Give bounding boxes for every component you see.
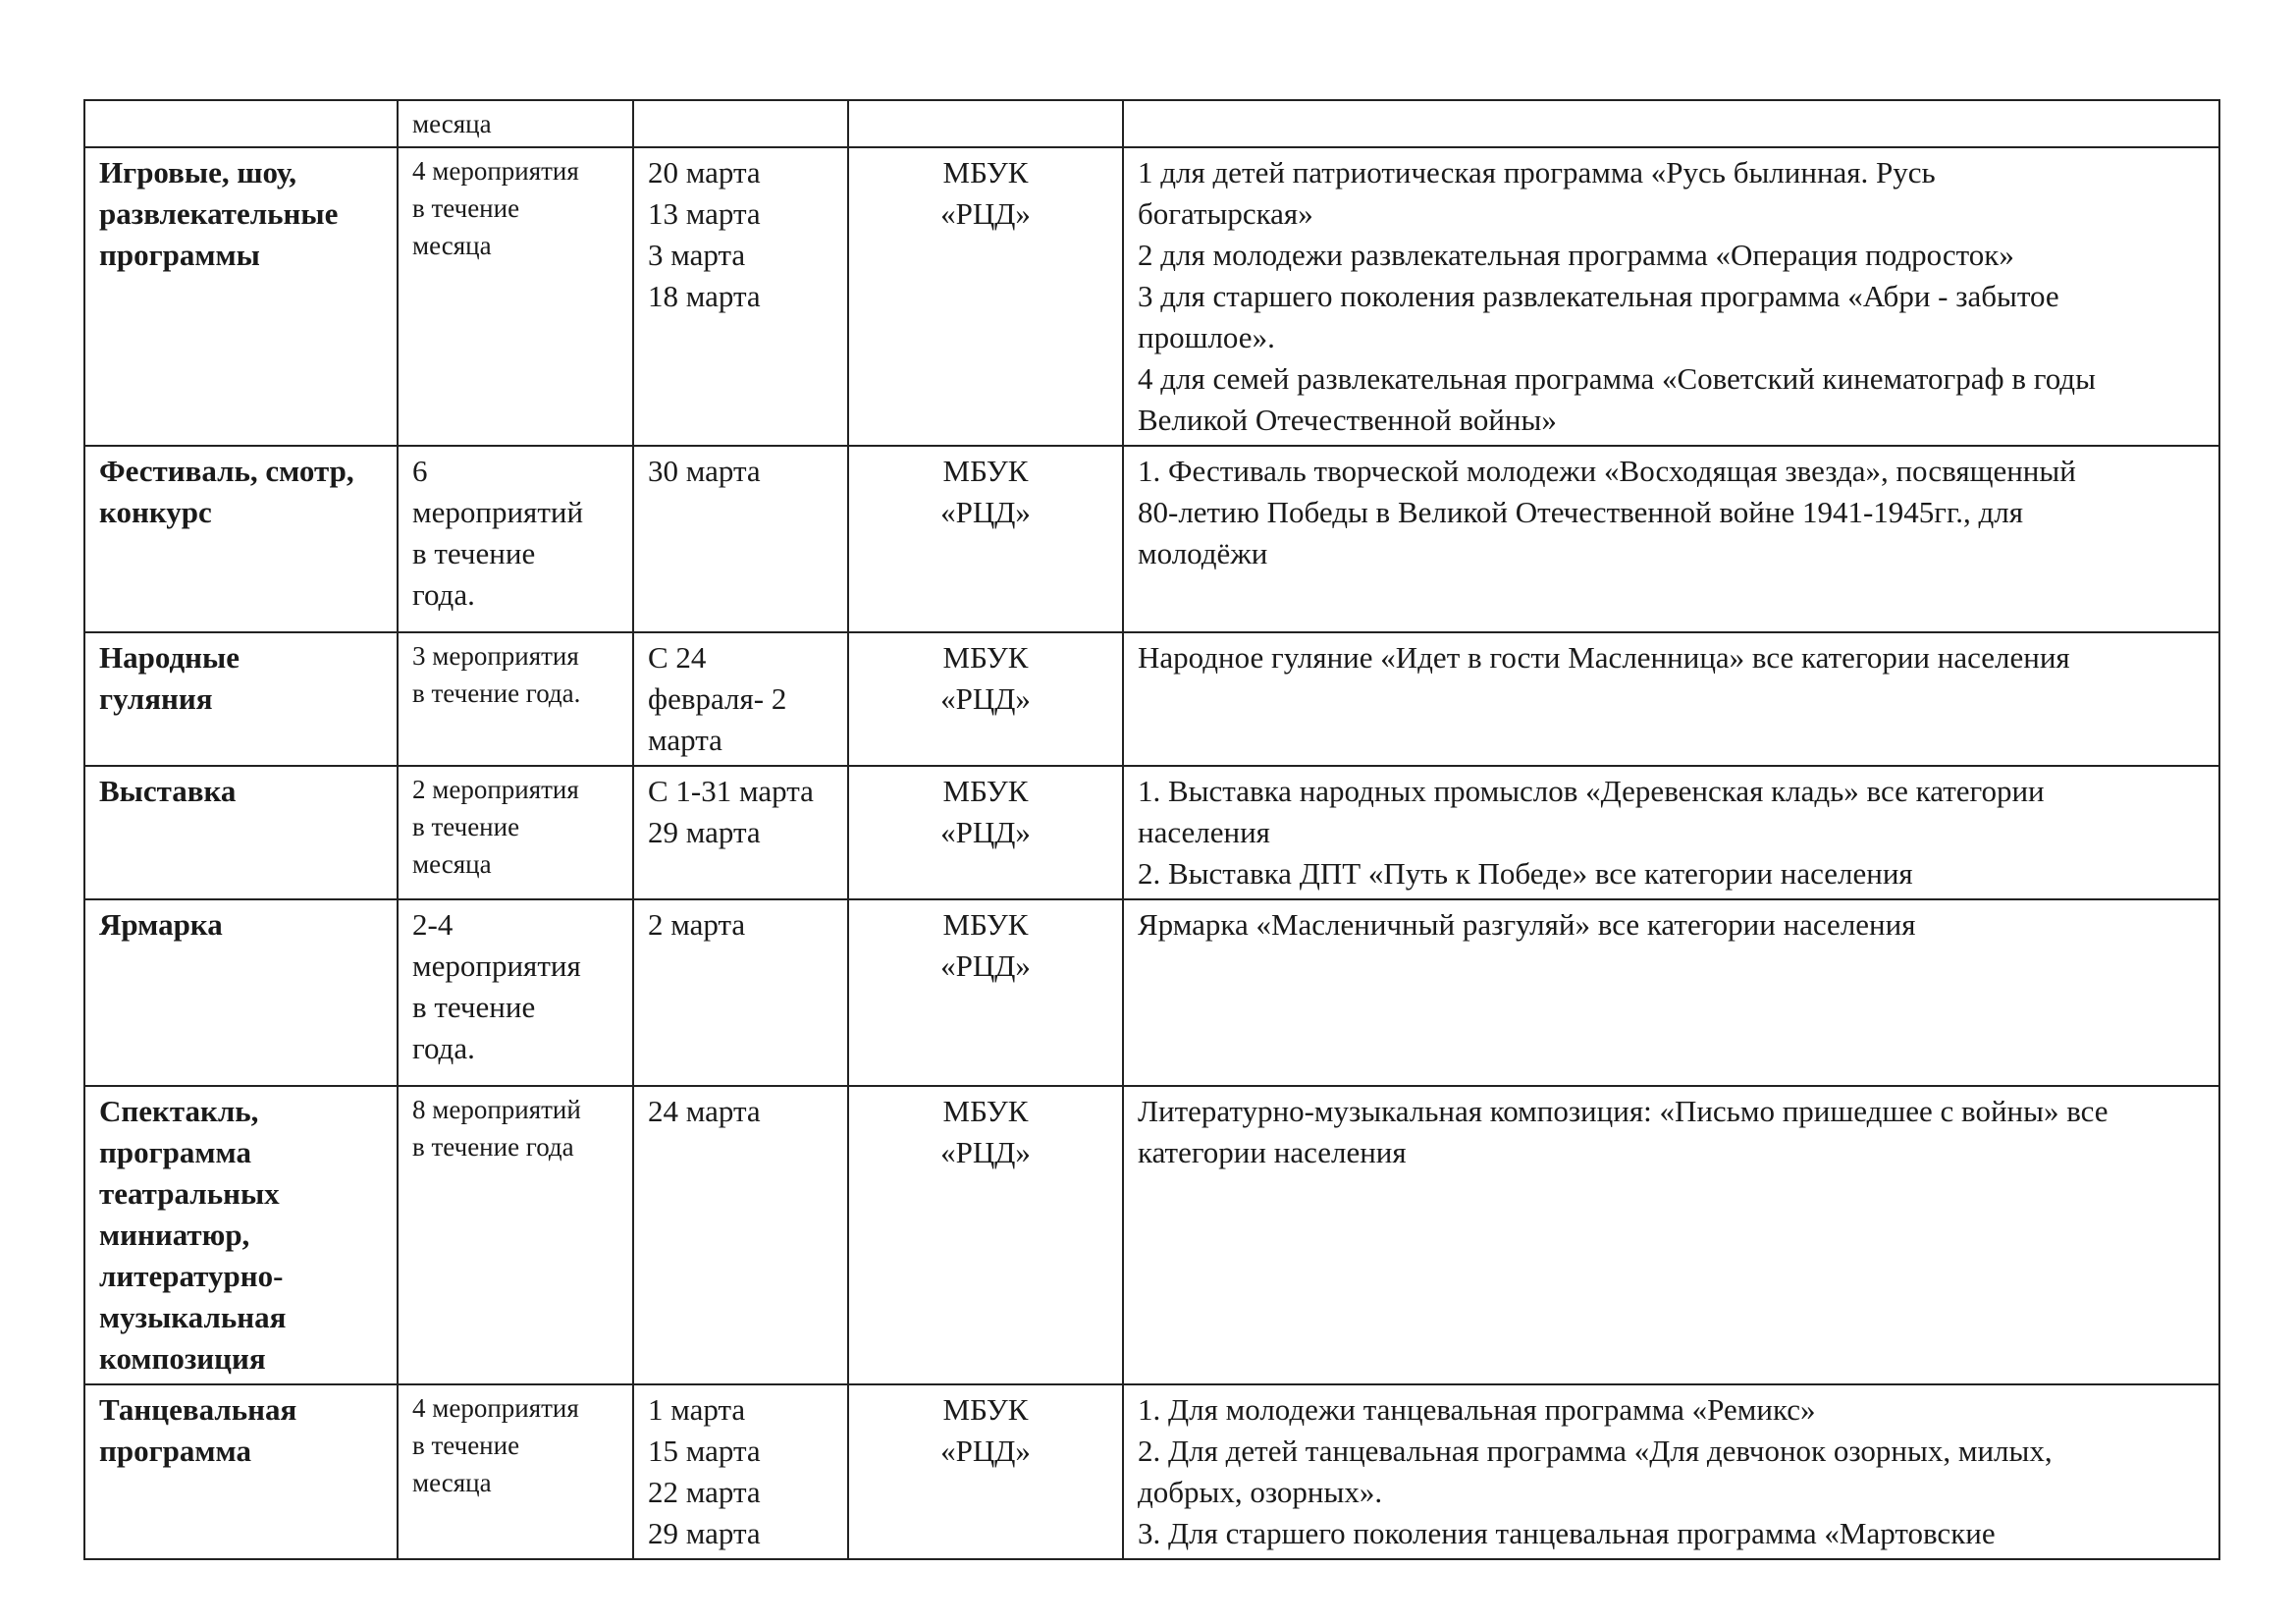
organizer-cell — [848, 147, 1123, 446]
category-line: развлекательные — [99, 196, 339, 231]
description-line: 1. Фестиваль творческой молодежи «Восходящая звезда», посвященный — [1138, 454, 2076, 488]
description-cell — [1123, 100, 2219, 147]
organizer-line: «РЦД» — [940, 1434, 1031, 1468]
dates-line: С 1-31 марта — [648, 774, 814, 808]
count-line: месяца — [412, 849, 492, 879]
category-cell — [84, 446, 398, 632]
count-line: 3 мероприятия — [412, 641, 579, 671]
description-line: 80-летию Победы в Великой Отечественной войне 1941-1945гг., для — [1138, 495, 2023, 529]
category-line: Выставка — [99, 774, 237, 808]
dates-line: 15 марта — [648, 1434, 761, 1468]
organizer-line: «РЦД» — [940, 495, 1031, 529]
dates-cell — [633, 147, 848, 446]
dates-line: 2 марта — [648, 907, 746, 942]
organizer-line: МБУК — [942, 774, 1029, 808]
table-row — [84, 446, 2219, 632]
description-cell — [1123, 632, 2219, 766]
description-cell — [1123, 1086, 2219, 1384]
description-line: 4 для семей развлекательная программа «Советский кинематограф в годы — [1138, 361, 2096, 396]
organizer-line: МБУК — [942, 1392, 1029, 1427]
table-row — [84, 1086, 2219, 1384]
category-line: гуляния — [99, 681, 213, 716]
count-line: 2-4 — [412, 907, 454, 942]
organizer-line: «РЦД» — [940, 948, 1031, 983]
dates-cell — [633, 632, 848, 766]
description-line: молодёжи — [1138, 536, 1268, 570]
description-line: населения — [1138, 815, 1270, 849]
category-cell — [84, 1384, 398, 1559]
category-line: программы — [99, 238, 260, 272]
count-line: в течение — [412, 1431, 520, 1460]
description-line: богатырская» — [1138, 196, 1313, 231]
category-line: Танцевальная — [99, 1392, 297, 1427]
events-table-body — [84, 100, 2219, 1559]
count-line: 2 мероприятия — [412, 775, 579, 804]
organizer-line: МБУК — [942, 1094, 1029, 1128]
dates-cell — [633, 899, 848, 1086]
count-line: в течение — [412, 812, 520, 841]
category-line: Спектакль, — [99, 1094, 259, 1128]
organizer-cell — [848, 899, 1123, 1086]
category-line: литературно- — [99, 1259, 284, 1293]
dates-cell — [633, 1086, 848, 1384]
count-line: года. — [412, 577, 475, 612]
organizer-cell — [848, 1086, 1123, 1384]
category-line: Народные — [99, 640, 240, 675]
description-line: 1. Для молодежи танцевальная программа «Ремикс» — [1138, 1392, 1816, 1427]
description-line: Литературно-музыкальная композиция: «Письмо пришедшее с войны» все — [1138, 1094, 2109, 1128]
description-line: Великой Отечественной войны» — [1138, 403, 1557, 437]
organizer-cell — [848, 446, 1123, 632]
category-cell — [84, 1086, 398, 1384]
count-line: 8 мероприятий — [412, 1095, 581, 1124]
count-cell — [398, 147, 633, 446]
category-line: театральных — [99, 1176, 280, 1211]
description-line: 1. Выставка народных промыслов «Деревенская кладь» все категории — [1138, 774, 2045, 808]
count-line: в течение — [412, 990, 536, 1024]
category-cell — [84, 899, 398, 1086]
count-cell — [398, 766, 633, 899]
table-row — [84, 100, 2219, 147]
description-line: 1 для детей патриотическая программа «Русь былинная. Русь — [1138, 155, 1936, 189]
table-row — [84, 1384, 2219, 1559]
organizer-cell — [848, 632, 1123, 766]
count-line: в течение — [412, 536, 536, 570]
count-cell — [398, 1086, 633, 1384]
category-line: программа — [99, 1434, 251, 1468]
count-cell — [398, 632, 633, 766]
dates-cell — [633, 766, 848, 899]
description-line: прошлое». — [1138, 320, 1275, 354]
category-cell — [84, 147, 398, 446]
count-cell — [398, 446, 633, 632]
category-line: музыкальная — [99, 1300, 287, 1334]
organizer-cell — [848, 100, 1123, 147]
dates-line: С 24 — [648, 640, 707, 675]
organizer-line: МБУК — [942, 907, 1029, 942]
dates-line: 29 марта — [648, 815, 761, 849]
count-line: в течение года. — [412, 678, 581, 708]
count-line: в течение года — [412, 1132, 574, 1162]
category-line: миниатюр, — [99, 1218, 250, 1252]
count-line: мероприятия — [412, 948, 581, 983]
description-line: 2. Выставка ДПТ «Путь к Победе» все категории населения — [1138, 856, 1913, 891]
organizer-line: «РЦД» — [940, 815, 1031, 849]
count-line: 6 — [412, 454, 428, 488]
organizer-line: МБУК — [942, 454, 1029, 488]
description-cell — [1123, 446, 2219, 632]
dates-line: 22 марта — [648, 1475, 761, 1509]
count-line: года. — [412, 1031, 475, 1065]
dates-line: 3 марта — [648, 238, 746, 272]
table-row — [84, 766, 2219, 899]
description-cell — [1123, 147, 2219, 446]
dates-line: 13 марта — [648, 196, 761, 231]
count-line: месяца — [412, 109, 492, 138]
dates-line: февраля- 2 — [648, 681, 787, 716]
category-line: Игровые, шоу, — [99, 155, 297, 189]
count-line: месяца — [412, 231, 492, 260]
category-cell — [84, 632, 398, 766]
dates-line: 1 марта — [648, 1392, 746, 1427]
description-line: 2. Для детей танцевальная программа «Для девчонок озорных, милых, — [1138, 1434, 2053, 1468]
dates-line: 24 марта — [648, 1094, 761, 1128]
count-line: мероприятий — [412, 495, 584, 529]
description-cell — [1123, 1384, 2219, 1559]
description-cell — [1123, 899, 2219, 1086]
count-cell — [398, 1384, 633, 1559]
description-line: Ярмарка «Масленичный разгуляй» все категории населения — [1138, 907, 1916, 942]
category-line: программа — [99, 1135, 251, 1169]
category-cell — [84, 100, 398, 147]
table-row — [84, 147, 2219, 446]
dates-cell — [633, 446, 848, 632]
description-line: 3 для старшего поколения развлекательная программа «Абри - забытое — [1138, 279, 2059, 313]
organizer-cell — [848, 1384, 1123, 1559]
description-line: 3. Для старшего поколения танцевальная программа «Мартовские — [1138, 1516, 1996, 1550]
organizer-cell — [848, 766, 1123, 899]
organizer-line: «РЦД» — [940, 1135, 1031, 1169]
category-line: Фестиваль, смотр, — [99, 454, 354, 488]
count-line: 4 мероприятия — [412, 156, 579, 186]
category-cell — [84, 766, 398, 899]
events-table — [83, 99, 2220, 1560]
organizer-line: МБУК — [942, 155, 1029, 189]
category-line: Ярмарка — [99, 907, 223, 942]
description-cell — [1123, 766, 2219, 899]
table-row — [84, 899, 2219, 1086]
dates-line: 20 марта — [648, 155, 761, 189]
count-cell — [398, 899, 633, 1086]
category-line: композиция — [99, 1341, 266, 1376]
count-line: в течение — [412, 193, 520, 223]
description-line: Народное гуляние «Идет в гости Масленница» все категории населения — [1138, 640, 2070, 675]
dates-cell — [633, 1384, 848, 1559]
category-line: конкурс — [99, 495, 212, 529]
description-line: категории населения — [1138, 1135, 1407, 1169]
count-cell — [398, 100, 633, 147]
dates-line: 30 марта — [648, 454, 761, 488]
dates-line: 29 марта — [648, 1516, 761, 1550]
count-line: 4 мероприятия — [412, 1393, 579, 1423]
description-line: добрых, озорных». — [1138, 1475, 1383, 1509]
dates-line: марта — [648, 723, 722, 757]
table-row — [84, 632, 2219, 766]
description-line: 2 для молодежи развлекательная программа «Операция подросток» — [1138, 238, 2014, 272]
organizer-line: «РЦД» — [940, 681, 1031, 716]
dates-cell — [633, 100, 848, 147]
dates-line: 18 марта — [648, 279, 761, 313]
organizer-line: МБУК — [942, 640, 1029, 675]
organizer-line: «РЦД» — [940, 196, 1031, 231]
count-line: месяца — [412, 1468, 492, 1497]
